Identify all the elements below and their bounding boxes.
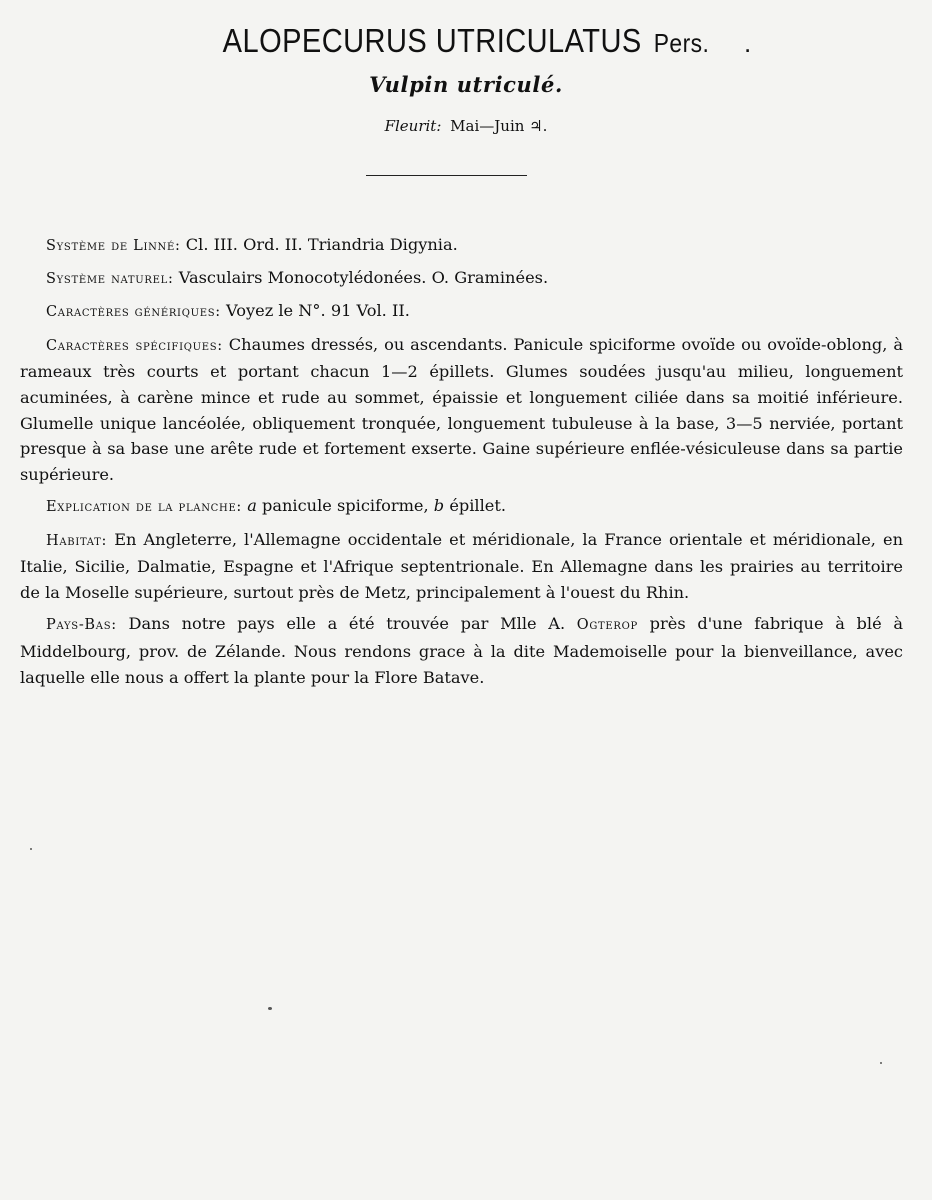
species-author: Pers. [653, 28, 710, 58]
section-heading: Caractères spécifiques: [46, 337, 223, 354]
section-text: panicule spiciforme, [256, 496, 434, 516]
paper-speck [30, 848, 32, 850]
section-text: Chaumes dressés, ou ascendants. Panicule spiciforme ovoïde ou ovoïde-oblong, à rameaux très courts et portant chacun 1—2 épillets. Glumes soudées jusqu'au milieu, longuement acuminées, à carène mince et rude au sommet, épaissie et longuement ciliée dans sa moitié inférieure. Glumelle unique lancéolée, obliquement tronquée, longuement tubuleuse à la base, 3—5 nerviée, portant presque à sa base une arête rude et fortement exserte. Gaine supérieure enflée-vésiculeuse dans sa partie supérieure. [20, 334, 903, 485]
paper-speck [880, 1062, 882, 1064]
plate-explanation-paragraph [20, 493, 903, 521]
section-heading: Explication de la planche: [46, 499, 243, 516]
linne-system-paragraph [20, 232, 903, 260]
section-heading: Système de Linné: [46, 238, 181, 254]
species-name: ALOPECURUS UTRICULATUS [222, 22, 642, 59]
generic-characters-paragraph [20, 298, 903, 326]
section-text: En Angleterre, l'Allemagne occidentale et méridionale, la France orientale et méridionale, en Italie, Sicilie, Dalmatie, Espagne et l'Afrique septentrionale. En Allemagne dans les prairies au territoire de la Moselle supérieure, surtout près de Metz, principalement à l'ouest du Rhin. [20, 529, 903, 602]
section-heading: Système naturel: [46, 271, 174, 288]
section-text: épillet. [444, 496, 507, 516]
section-text: près d'une fabrique à blé à Middelbourg, prov. de Zélande. Nous rendons grace à la dite Mademoiselle pour la bienveillance, avec laquelle elle nous a offert la plante pour la Flore Batave. [20, 614, 903, 687]
section-divider [366, 175, 527, 176]
plate-letter-b: b [433, 496, 445, 516]
netherlands-paragraph [20, 611, 903, 690]
flowering-label: Fleurit: [384, 117, 442, 135]
specific-characters-paragraph [20, 332, 903, 488]
section-text: Voyez le N°. 91 Vol. II. [226, 301, 410, 321]
section-text: Vasculairs Monocotylédonées. O. Graminées. [178, 268, 549, 288]
habitat-paragraph [20, 527, 903, 606]
paper-speck [268, 1007, 272, 1010]
flowering-line [0, 117, 932, 135]
description-body [20, 232, 903, 696]
section-heading: Pays-Bas: [46, 617, 117, 634]
stray-mark: . [744, 28, 752, 58]
section-heading: Habitat: [46, 532, 108, 549]
flowering-value: Mai—Juin ♃. [450, 117, 548, 135]
section-heading: Caractères génériques: [46, 304, 221, 321]
section-text: Cl. III. Ord. II. Triandria Digynia. [185, 235, 458, 254]
common-name: Vulpin utriculé. [369, 72, 563, 97]
plate-letter-a: a [247, 496, 257, 516]
collector-name: Ogterop [576, 617, 638, 634]
section-text: Dans notre pays elle a été trouvée par Mlle A. [128, 614, 566, 634]
natural-system-paragraph [20, 265, 903, 293]
species-title [56, 22, 876, 60]
